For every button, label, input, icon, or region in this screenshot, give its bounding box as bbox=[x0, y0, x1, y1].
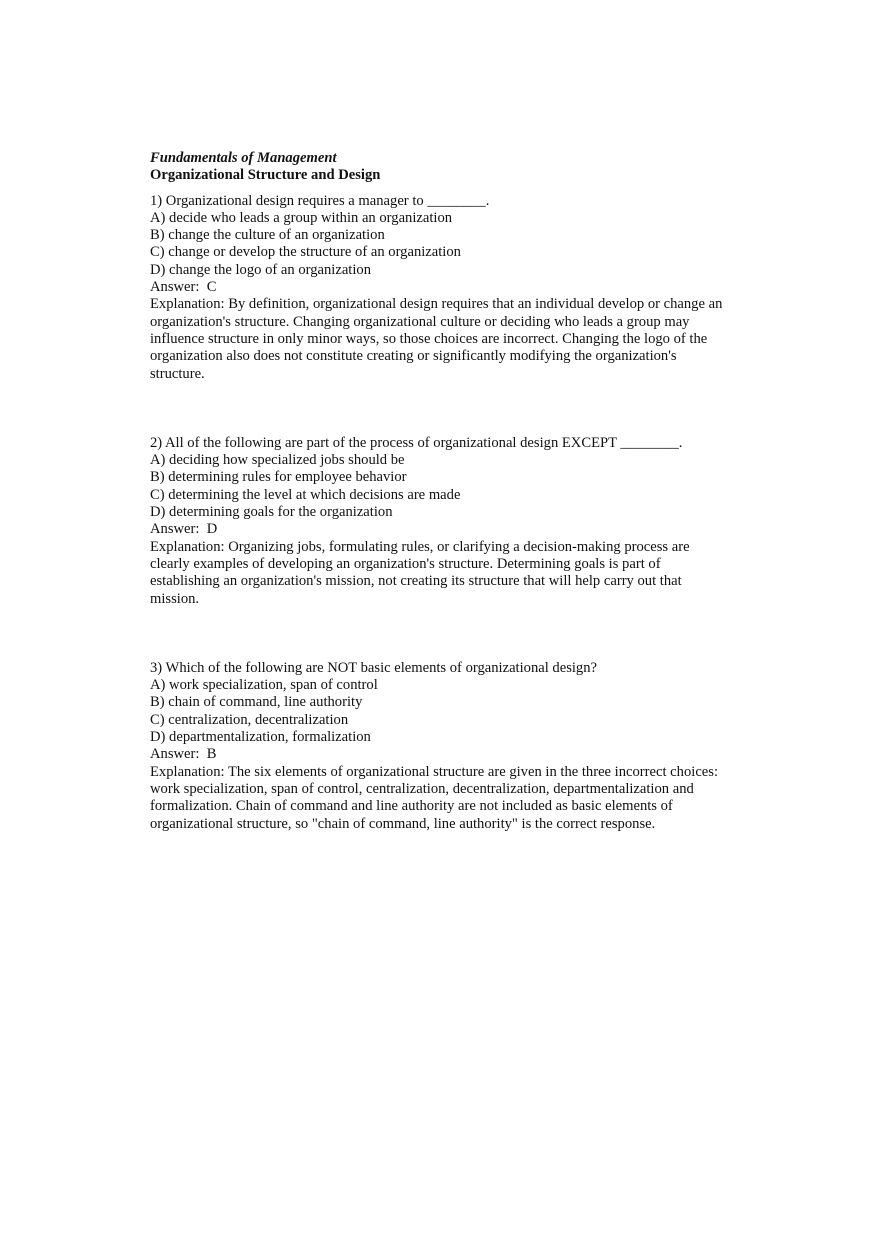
option-d: D) determining goals for the organization bbox=[150, 504, 393, 521]
option-d: D) change the logo of an organization bbox=[150, 261, 371, 278]
option-c: C) centralization, decentralization bbox=[150, 711, 349, 728]
explanation: Explanation: By definition, organizational design requires that an individual develop or change an organization's structure. Changing organizational culture or deciding who leads a group may influence structure in only minor ways, so those choices are incorrect. Changing the logo of the organization also does not constitute creating or significantly modifying the organization's structure. bbox=[150, 296, 723, 382]
option-a: A) deciding how specialized jobs should be bbox=[150, 452, 405, 469]
question-stem: 2) All of the following are part of the process of organizational design EXCEPT ________. bbox=[150, 434, 683, 451]
book-title: Fundamentals of Management bbox=[150, 150, 337, 166]
option-b: B) chain of command, line authority bbox=[150, 694, 363, 711]
chapter-title: Organizational Structure and Design bbox=[150, 167, 381, 184]
explanation: Explanation: Organizing jobs, formulating rules, or clarifying a decision-making process are clearly examples of developing an organization's structure. Determining goals is part of establishing an organization's mission, not creating its structure that will help carry out that mission. bbox=[150, 538, 690, 607]
question-3 bbox=[150, 660, 730, 833]
document-page bbox=[150, 150, 730, 833]
answer: Answer: C bbox=[150, 279, 217, 296]
option-d: D) departmentalization, formalization bbox=[150, 729, 371, 746]
option-c: C) change or develop the structure of an organization bbox=[150, 244, 461, 261]
question-stem: 3) Which of the following are NOT basic elements of organizational design? bbox=[150, 659, 598, 676]
option-b: B) determining rules for employee behavior bbox=[150, 469, 407, 486]
option-a: A) work specialization, span of control bbox=[150, 677, 378, 694]
option-c: C) determining the level at which decisions are made bbox=[150, 486, 461, 503]
explanation: Explanation: The six elements of organizational structure are given in the three incorrect choices: work specialization, span of control, centralization, decentralization, departmentalization and formalization. Chain of command and line authority are not included as basic elements of organizational structure, so "chain of command, line authority" is the correct response. bbox=[150, 763, 719, 832]
question-1 bbox=[150, 193, 730, 383]
question-2 bbox=[150, 435, 730, 608]
option-b: B) change the culture of an organization bbox=[150, 227, 385, 244]
question-stem: 1) Organizational design requires a manager to ________. bbox=[150, 192, 490, 209]
answer: Answer: D bbox=[150, 521, 218, 538]
answer: Answer: B bbox=[150, 746, 217, 763]
option-a: A) decide who leads a group within an organization bbox=[150, 209, 453, 226]
